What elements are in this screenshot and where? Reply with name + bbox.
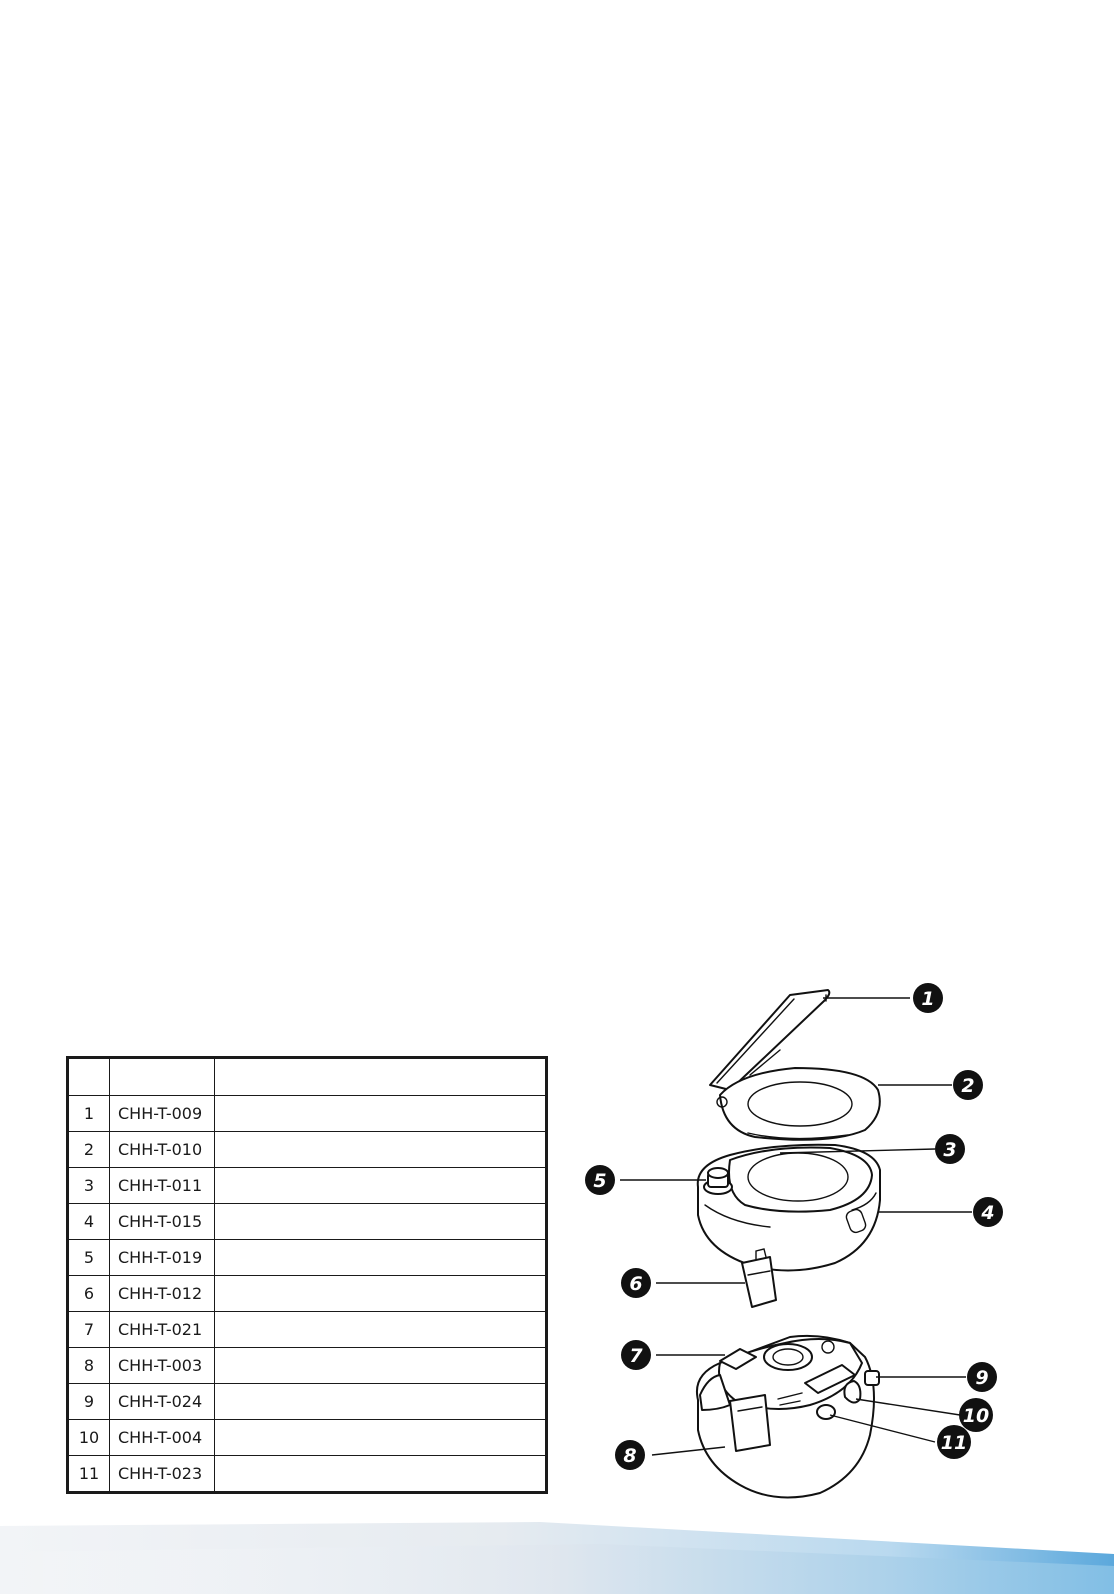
portable-toilet-diagram [580, 965, 1050, 1535]
part-description-cell [215, 1168, 547, 1204]
callout-number: 11 [940, 1432, 968, 1454]
callout-4 [973, 1197, 1003, 1227]
upper-tank-part [698, 1145, 880, 1271]
part-description-cell [215, 1420, 547, 1456]
callout-number: 2 [961, 1075, 975, 1097]
part-description-cell [215, 1384, 547, 1420]
part-code-cell: CHH-T-015 [110, 1204, 215, 1240]
callout-9 [967, 1362, 997, 1392]
part-number-cell: 8 [68, 1348, 110, 1384]
part-number-cell: 11 [68, 1456, 110, 1493]
part-number-cell: 5 [68, 1240, 110, 1276]
part-description-cell [215, 1312, 547, 1348]
part-code-cell: CHH-T-011 [110, 1168, 215, 1204]
table-row [68, 1348, 547, 1384]
part-number-cell: 1 [68, 1096, 110, 1132]
part-number-cell: 9 [68, 1384, 110, 1420]
parts-table [66, 1056, 548, 1494]
part-number-cell: 3 [68, 1168, 110, 1204]
callout-number: 5 [593, 1170, 607, 1192]
table-row [68, 1456, 547, 1493]
footer-decoration [0, 1504, 1114, 1594]
part-number-cell: 7 [68, 1312, 110, 1348]
callout-8 [615, 1440, 645, 1470]
callout-5 [585, 1165, 615, 1195]
part-number-cell: 4 [68, 1204, 110, 1240]
part-code-cell: CHH-T-024 [110, 1384, 215, 1420]
part-description-cell [215, 1456, 547, 1493]
part-code-cell: CHH-T-010 [110, 1132, 215, 1168]
table-row [68, 1168, 547, 1204]
part-description-cell [215, 1276, 547, 1312]
callout-number: 7 [629, 1345, 643, 1367]
part-description-cell [215, 1204, 547, 1240]
part-code-cell: CHH-T-003 [110, 1348, 215, 1384]
part-code-cell: CHH-T-004 [110, 1420, 215, 1456]
part-code-cell: CHH-T-012 [110, 1276, 215, 1312]
table-row [68, 1312, 547, 1348]
callout-number: 1 [921, 988, 935, 1010]
part-code-cell: CHH-T-023 [110, 1456, 215, 1493]
callout-number: 8 [623, 1445, 637, 1467]
table-row [68, 1276, 547, 1312]
part-description-cell [215, 1240, 547, 1276]
callout-number: 4 [981, 1202, 995, 1224]
callout-6 [621, 1268, 651, 1298]
part-description-cell [215, 1348, 547, 1384]
table-row [68, 1240, 547, 1276]
table-row [68, 1132, 547, 1168]
header-no [68, 1058, 110, 1096]
part-description-cell [215, 1132, 547, 1168]
part-number-cell: 2 [68, 1132, 110, 1168]
callout-3 [935, 1134, 965, 1164]
lower-tank-part [697, 1336, 879, 1498]
part-code-cell: CHH-T-019 [110, 1240, 215, 1276]
part-description-cell [215, 1096, 547, 1132]
part-number-cell: 6 [68, 1276, 110, 1312]
table-row [68, 1204, 547, 1240]
part-number-cell: 10 [68, 1420, 110, 1456]
callout-10 [959, 1398, 993, 1432]
header-description [215, 1058, 547, 1096]
callout-11 [937, 1425, 971, 1459]
callout-2 [953, 1070, 983, 1100]
table-row [68, 1096, 547, 1132]
part-code-cell: CHH-T-009 [110, 1096, 215, 1132]
callout-number: 3 [943, 1139, 957, 1161]
part-code-cell: CHH-T-021 [110, 1312, 215, 1348]
callout-number: 6 [629, 1273, 643, 1295]
table-header-row [68, 1058, 547, 1096]
parts-table-body [68, 1096, 547, 1493]
callout-1 [913, 983, 943, 1013]
header-code [110, 1058, 215, 1096]
table-row [68, 1384, 547, 1420]
callout-number: 10 [962, 1405, 990, 1427]
table-row [68, 1420, 547, 1456]
callout-number: 9 [975, 1367, 989, 1389]
callout-7 [621, 1340, 651, 1370]
pump-knob-part [704, 1168, 732, 1194]
